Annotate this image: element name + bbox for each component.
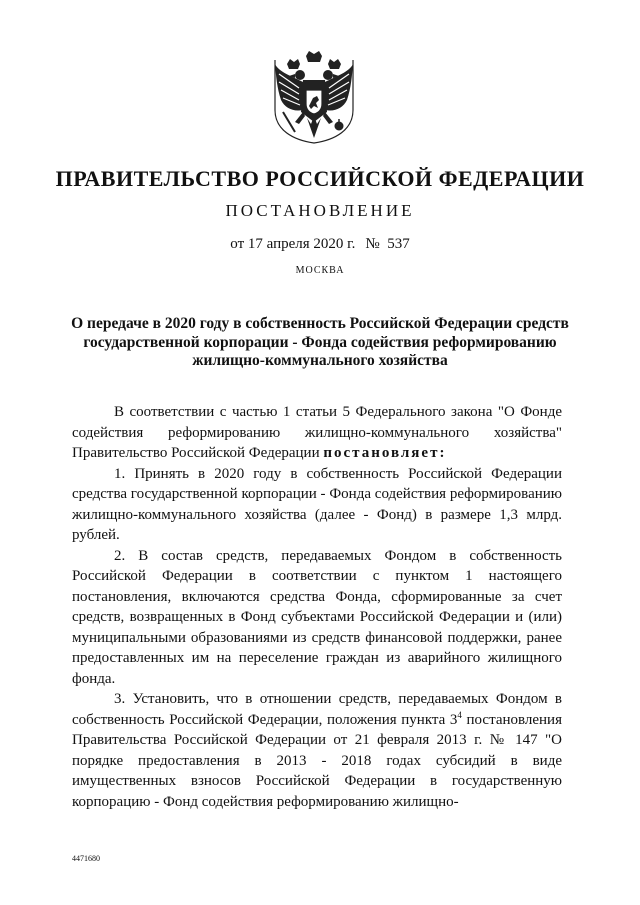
eagle-tail (307, 116, 321, 138)
orb (335, 122, 344, 131)
document-date: от 17 апреля 2020 г. (230, 236, 356, 252)
russian-coat-of-arms-icon (273, 50, 355, 144)
left-crown (287, 59, 300, 69)
item-2-paragraph: 2. В состав средств, передаваемых Фондом в собственность Российской Федерации в соответствии с пунктом 1 настоящего постановления, включаются средства Фонда, сформированные за счет средств, возвращенных в Фонд субъектами Российской Федерации и (или) муниципальными образованиями из средств финансовой поддержки, ранее предоставленных им на переселение граждан из аварийного жилищного фонда. (72, 547, 562, 687)
item-3-text-start: 3. Установить, что в отношении средств, передаваемых Фондом в собственность Российской Федерации, положения пункта 3 (72, 691, 562, 728)
document-number: 537 (387, 236, 410, 252)
item-1-paragraph: 1. Принять в 2020 году в собственность Российской Федерации средства государственной корпорации - Фонда содействия реформированию жилищно-коммунального хозяйства (далее - Фонд) в размере 1,3 млрд. рублей. (72, 465, 562, 543)
left-head (295, 70, 305, 80)
intro-paragraph (72, 402, 562, 464)
right-leg (323, 112, 333, 124)
item-3-superscript: 4 (457, 709, 462, 720)
scepter (283, 112, 295, 132)
coat-of-arms-emblem (273, 50, 355, 144)
top-crown (306, 51, 322, 62)
document-body (72, 402, 562, 812)
left-leg (295, 112, 305, 124)
document-id: 4471680 (72, 854, 100, 863)
document-type: ПОСТАНОВЛЕНИЕ (225, 201, 415, 220)
right-crown (328, 59, 341, 69)
item-3-text-end: постановления Правительства Российской Федерации от 21 февраля 2013 г. № 147 "О порядке предоставления в 2013 - 2018 годах субсидий в виде имущественных взносов Российской Федерации в государственную корпорацию - Фонд содействия реформированию жилищно- (72, 711, 562, 810)
intro-text: В соответствии с частью 1 статьи 5 Федерального закона "О Фонде содействия реформированию жилищно-коммунального хозяйства" Правительство Российской Федерации (72, 404, 562, 461)
document-city: МОСКВА (295, 265, 345, 276)
government-title: ПРАВИТЕЛЬСТВО РОССИЙСКОЙ ФЕДЕРАЦИИ (55, 166, 585, 191)
number-sign: № (365, 236, 380, 252)
item-3-paragraph (72, 689, 562, 812)
document-subject: О передаче в 2020 году в собственность Российской Федерации средств государственной корпорации - Фонда содействия реформированию жилищно-коммунального хозяйства (71, 315, 569, 369)
decree-word: постановляет: (323, 445, 447, 461)
right-head (323, 70, 333, 80)
document-date-line (0, 236, 640, 253)
